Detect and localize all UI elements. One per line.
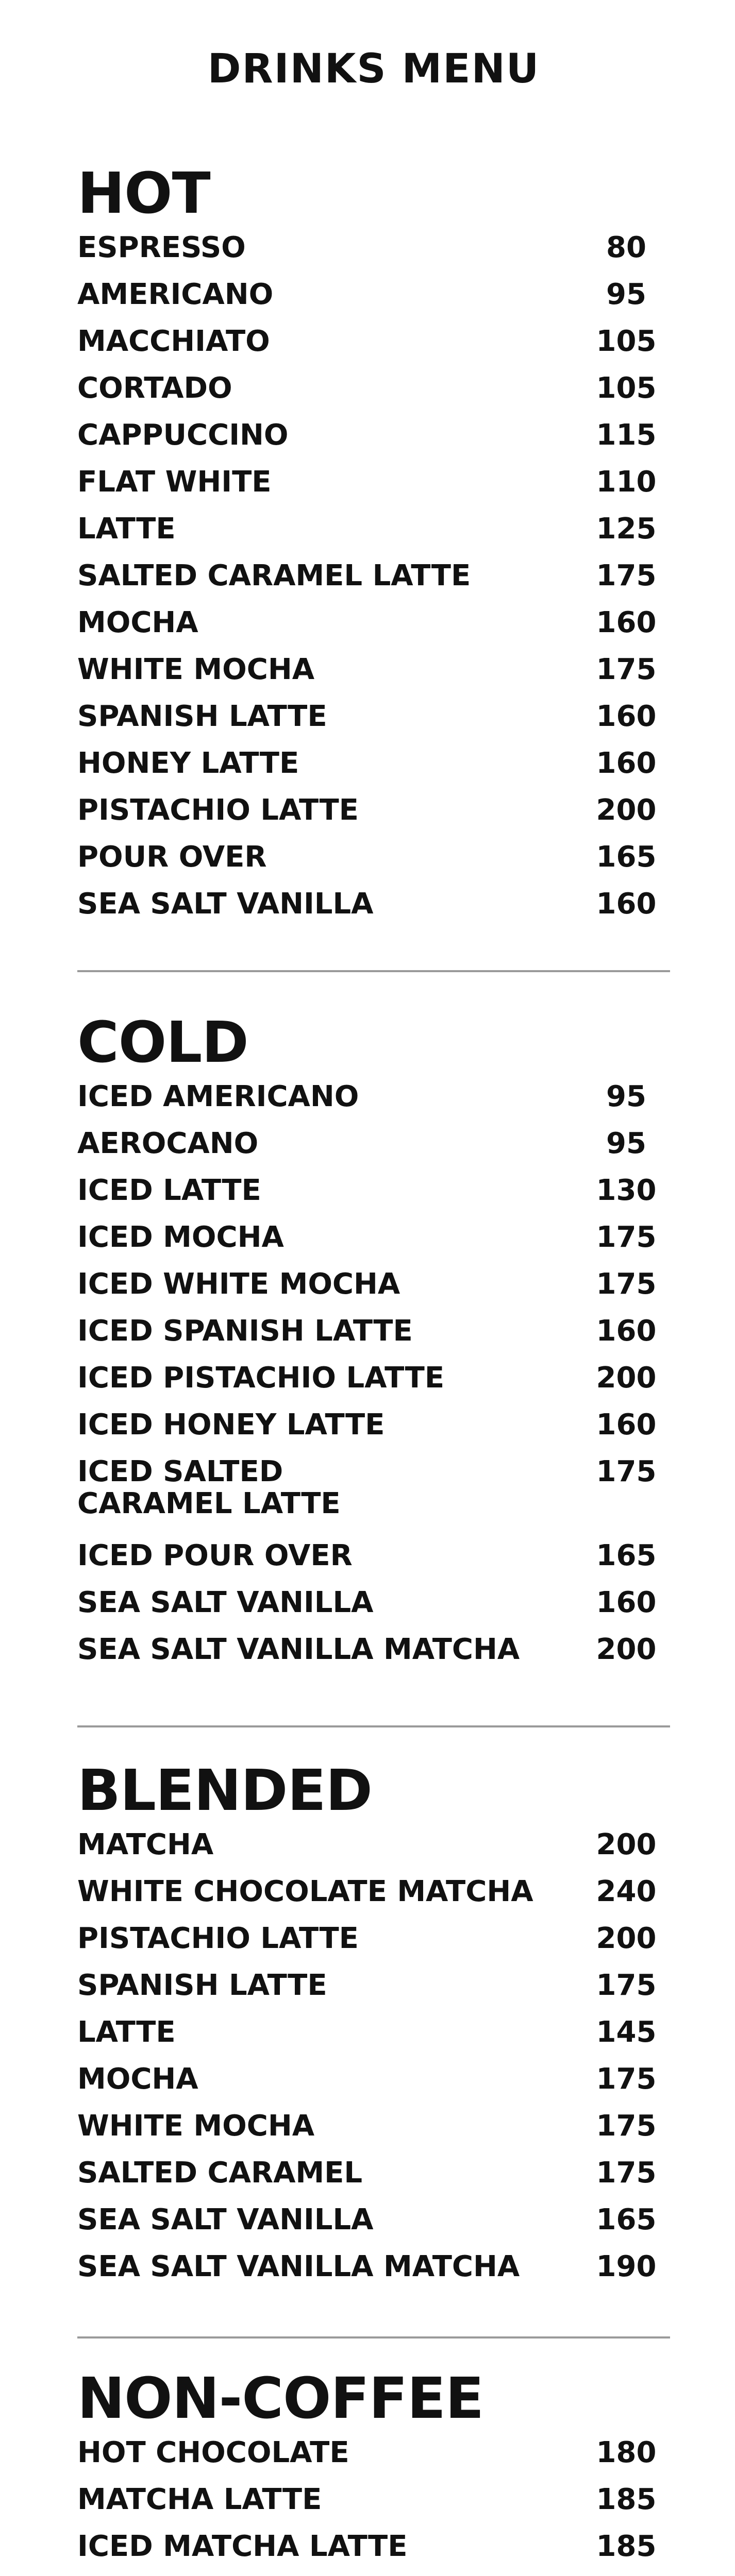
- item-name: [77, 888, 541, 920]
- menu-item: [77, 2204, 670, 2251]
- section-divider: [77, 1725, 670, 1727]
- item-name-line: MATCHA: [77, 1828, 214, 1861]
- item-name-line: WHITE MOCHA: [77, 2109, 315, 2143]
- item-price: 200: [596, 1361, 657, 1395]
- menu-item: [77, 1829, 670, 1876]
- item-name-line: SALTED CARAMEL: [77, 2156, 363, 2190]
- item-name-line: MOCHA: [77, 2062, 198, 2096]
- menu-item: [77, 607, 670, 654]
- menu-item: [77, 2484, 670, 2531]
- menu-item: [77, 232, 670, 279]
- item-price: 175: [596, 1221, 657, 1254]
- section: [77, 1757, 670, 2298]
- item-name-line: CORTADO: [77, 371, 232, 405]
- menu-item: [77, 654, 670, 701]
- item-name-line: ICED PISTACHIO LATTE: [77, 1361, 445, 1395]
- item-name-line: ICED MATCHA LATTE: [77, 2530, 408, 2563]
- item-price: 160: [596, 1314, 657, 1348]
- item-name: [77, 232, 541, 264]
- item-name-line: ICED HONEY LATTE: [77, 1408, 385, 1442]
- menu-item: [77, 841, 670, 888]
- item-name-line: ICED POUR OVER: [77, 1539, 353, 1572]
- menu-item: [77, 513, 670, 560]
- item-name-line: SEA SALT VANILLA MATCHA: [77, 1633, 520, 1666]
- item-price: 200: [596, 793, 657, 827]
- item-price: 160: [596, 747, 657, 780]
- menu-item: [77, 2110, 670, 2157]
- item-name: [77, 2016, 541, 2048]
- item-price: 95: [606, 1127, 646, 1160]
- item-name: [77, 2110, 541, 2142]
- item-name-line: SEA SALT VANILLA: [77, 2203, 374, 2236]
- item-name-line: CAPPUCCINO: [77, 418, 289, 452]
- item-name: [77, 2204, 541, 2236]
- menu-item: [77, 1540, 670, 1587]
- item-name-line: MOCHA: [77, 606, 198, 639]
- item-name: [77, 1409, 541, 1441]
- menu-item: [77, 1923, 670, 1970]
- item-name: [77, 419, 541, 451]
- item-price: 175: [596, 1969, 657, 2002]
- item-price: 165: [596, 2203, 657, 2236]
- item-name-line: WHITE CHOCOLATE MATCHA: [77, 1875, 533, 1908]
- item-name: [77, 466, 541, 498]
- menu-item: [77, 419, 670, 466]
- menu-item: [77, 2063, 670, 2110]
- item-price: 185: [596, 2483, 657, 2516]
- item-name-line: CARAMEL LATTE: [77, 1487, 341, 1520]
- item-name: [77, 326, 541, 358]
- item-name-line: ICED SPANISH LATTE: [77, 1314, 413, 1348]
- item-price: 175: [596, 2062, 657, 2096]
- item-price: 145: [596, 2015, 657, 2049]
- section-heading: COLD: [77, 1009, 248, 1075]
- item-name-line: SPANISH LATTE: [77, 700, 327, 733]
- item-name: [77, 1222, 541, 1253]
- item-name: [77, 748, 541, 779]
- item-name-line: POUR OVER: [77, 840, 267, 874]
- section: [77, 160, 670, 935]
- item-name-line: MATCHA LATTE: [77, 2483, 322, 2516]
- item-price: 175: [596, 2156, 657, 2190]
- menu-item: [77, 326, 670, 372]
- menu-item: [77, 794, 670, 841]
- item-name: [77, 2157, 541, 2189]
- menu-item: [77, 279, 670, 326]
- menu-item: [77, 1634, 670, 1681]
- item-price: 110: [596, 465, 657, 499]
- item-name-line: PISTACHIO LATTE: [77, 1922, 359, 1955]
- menu-item: [77, 1876, 670, 1923]
- section-heading: HOT: [77, 160, 210, 226]
- menu-item: [77, 1081, 670, 1128]
- item-price: 190: [596, 2250, 657, 2283]
- menu-item: [77, 701, 670, 748]
- item-name-line: ICED MOCHA: [77, 1221, 284, 1254]
- item-name-line: SEA SALT VANILLA: [77, 1586, 374, 1619]
- item-price: 160: [596, 700, 657, 733]
- item-price: 125: [596, 512, 657, 546]
- menu-item: [77, 1587, 670, 1634]
- item-name-line: MACCHIATO: [77, 325, 270, 358]
- menu-item: [77, 748, 670, 794]
- item-price: 95: [606, 278, 646, 311]
- item-price: 175: [596, 559, 657, 592]
- item-price: 185: [596, 2530, 657, 2563]
- menu-item: [77, 1409, 670, 1456]
- item-name-line: ESPRESSO: [77, 231, 246, 264]
- item-price: 105: [596, 371, 657, 405]
- menu-item: [77, 1362, 670, 1409]
- item-name-line: HONEY LATTE: [77, 747, 299, 780]
- item-name: [77, 1923, 541, 1955]
- item-name: [77, 2484, 541, 2516]
- menu-title: DRINKS MENU: [207, 46, 540, 92]
- item-name: [77, 1970, 541, 2002]
- menu-item: [77, 372, 670, 419]
- item-price: 130: [596, 1174, 657, 1207]
- item-name: [77, 841, 541, 873]
- item-name-line: SEA SALT VANILLA MATCHA: [77, 2250, 520, 2283]
- item-name-line: SEA SALT VANILLA: [77, 887, 374, 921]
- item-price: 105: [596, 325, 657, 358]
- menu-item: [77, 1175, 670, 1222]
- item-name: [77, 1634, 541, 1666]
- item-price: 165: [596, 840, 657, 874]
- item-name: [77, 372, 541, 404]
- item-name: [77, 2063, 541, 2095]
- item-name-line: SALTED CARAMEL LATTE: [77, 559, 471, 592]
- item-name-line: FLAT WHITE: [77, 465, 272, 499]
- item-name: [77, 560, 541, 592]
- item-name-line: SPANISH LATTE: [77, 1969, 327, 2002]
- item-name: [77, 1268, 541, 1300]
- menu-item: [77, 888, 670, 935]
- menu-item: [77, 560, 670, 607]
- item-name: [77, 1128, 541, 1160]
- item-price: 240: [596, 1875, 657, 1908]
- section-heading: NON-COFFEE: [77, 2365, 484, 2431]
- item-name: [77, 1456, 541, 1520]
- item-price: 165: [596, 1539, 657, 1572]
- item-price: 175: [596, 1455, 657, 1488]
- item-price: 160: [596, 606, 657, 639]
- item-price: 115: [596, 418, 657, 452]
- item-name: [77, 607, 541, 639]
- item-name-line: PISTACHIO LATTE: [77, 793, 359, 827]
- item-price: 160: [596, 1586, 657, 1619]
- item-name-line: AMERICANO: [77, 278, 274, 311]
- menu-item: [77, 1456, 670, 1540]
- menu-item: [77, 466, 670, 513]
- item-name-line: AEROCANO: [77, 1127, 259, 1160]
- item-name: [77, 1081, 541, 1113]
- item-price: 95: [606, 1080, 646, 1113]
- menu-item: [77, 1268, 670, 1315]
- item-name: [77, 1175, 541, 1207]
- item-name-line: ICED SALTED: [77, 1455, 283, 1488]
- item-name-line: ICED AMERICANO: [77, 1080, 359, 1113]
- item-price: 200: [596, 1633, 657, 1666]
- item-price: 200: [596, 1922, 657, 1955]
- section-heading: BLENDED: [77, 1757, 372, 1823]
- item-name-line: LATTE: [77, 512, 176, 546]
- item-name: [77, 513, 541, 545]
- item-name-line: ICED WHITE MOCHA: [77, 1267, 400, 1301]
- item-name: [77, 2531, 541, 2563]
- item-name: [77, 2251, 541, 2283]
- menu-item: [77, 2251, 670, 2298]
- menu-item: [77, 2437, 670, 2484]
- menu-item: [77, 1128, 670, 1175]
- menu-item: [77, 1315, 670, 1362]
- item-name-line: HOT CHOCOLATE: [77, 2436, 349, 2469]
- menu-item: [77, 1970, 670, 2016]
- item-price: 160: [596, 1408, 657, 1442]
- item-name-line: ICED LATTE: [77, 1174, 261, 1207]
- item-name: [77, 1315, 541, 1347]
- item-name-line: LATTE: [77, 2015, 176, 2049]
- section-divider: [77, 970, 670, 972]
- menu-item: [77, 1222, 670, 1268]
- item-price: 160: [596, 887, 657, 921]
- item-price: 180: [596, 2436, 657, 2469]
- item-price: 175: [596, 1267, 657, 1301]
- menu-item: [77, 2157, 670, 2204]
- item-name: [77, 1587, 541, 1619]
- item-price: 200: [596, 1828, 657, 1861]
- menu-item: [77, 2531, 670, 2576]
- item-name: [77, 279, 541, 311]
- item-price: 175: [596, 2109, 657, 2143]
- section: [77, 2365, 670, 2576]
- item-name: [77, 1540, 541, 1572]
- item-name: [77, 701, 541, 733]
- item-name: [77, 2437, 541, 2469]
- section-divider: [77, 2336, 670, 2338]
- item-price: 175: [596, 653, 657, 686]
- item-name: [77, 654, 541, 686]
- item-name: [77, 1876, 541, 1908]
- item-price: 80: [606, 231, 646, 264]
- section: [77, 1009, 670, 1681]
- item-name: [77, 1362, 541, 1394]
- item-name-line: WHITE MOCHA: [77, 653, 315, 686]
- menu-item: [77, 2016, 670, 2063]
- item-name: [77, 1829, 541, 1861]
- item-name: [77, 794, 541, 826]
